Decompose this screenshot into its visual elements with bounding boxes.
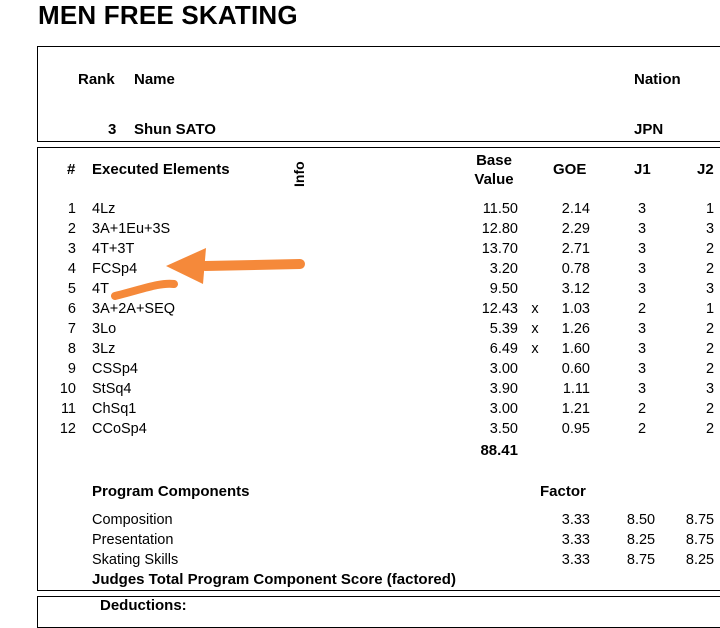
element-j1: 2 [637,401,647,417]
col-num-header: # [67,161,76,178]
col-base-header-line2: Value [474,171,514,188]
element-j2: 2 [705,421,715,437]
element-goe: 0.60 [561,361,590,377]
element-j1: 2 [637,421,647,437]
element-goe: 1.21 [561,401,590,417]
element-j2: 1 [705,201,715,217]
element-j2: 2 [705,321,715,337]
element-name: 3A+2A+SEQ [92,301,176,317]
element-goe: 1.60 [561,341,590,357]
component-j1: 8.25 [626,532,656,548]
element-base-value: 3.00 [489,401,518,417]
element-name: 4Lz [92,201,116,217]
element-j1: 3 [637,281,647,297]
element-j2: 2 [705,401,715,417]
element-base-value: 12.80 [481,221,518,237]
element-goe: 2.71 [561,241,590,257]
page-title: MEN FREE SKATING [38,0,298,30]
element-num: 3 [67,241,76,257]
component-factor: 3.33 [561,532,590,548]
element-j1: 3 [637,221,647,237]
component-name: Composition [92,512,173,528]
element-j2: 2 [705,361,715,377]
element-goe: 0.78 [561,261,590,277]
element-base-value: 9.50 [489,281,518,297]
component-factor: 3.33 [561,552,590,568]
element-num: 12 [59,421,76,437]
base-value-total: 88.41 [480,442,518,459]
element-bonus-mark: x [531,301,539,317]
col-goe-header: GOE [553,161,587,178]
element-num: 8 [67,341,76,357]
element-j1: 3 [637,201,647,217]
element-base-value: 5.39 [489,321,518,337]
element-num: 4 [67,261,76,277]
element-base-value: 12.43 [481,301,518,317]
factor-label: Factor [540,483,586,500]
col-j2-header: J2 [697,161,714,178]
element-name: FCSp4 [92,261,138,277]
element-name: 4T [92,281,109,297]
component-name: Presentation [92,532,174,548]
col-executed-header: Executed Elements [92,161,230,178]
element-goe: 1.26 [561,321,590,337]
component-factor: 3.33 [561,512,590,528]
element-j2: 1 [705,301,715,317]
element-num: 2 [67,221,76,237]
element-name: CSSp4 [92,361,138,377]
component-j1: 8.75 [626,552,656,568]
element-j1: 2 [637,301,647,317]
element-name: ChSq1 [92,401,137,417]
element-name: StSq4 [92,381,132,397]
component-name: Skating Skills [92,552,179,568]
element-j1: 3 [637,321,647,337]
element-goe: 1.11 [562,381,590,397]
element-j1: 3 [637,241,647,257]
element-j2: 3 [705,381,715,397]
element-name: CCoSp4 [92,421,147,437]
skater-name: Shun SATO [134,121,216,138]
underline-scribble-icon [115,284,174,296]
element-j1: 3 [637,261,647,277]
element-base-value: 13.70 [481,241,518,257]
col-info-header: Info [291,161,307,187]
element-name: 3A+1Eu+3S [92,221,171,237]
element-goe: 1.03 [561,301,590,317]
element-num: 9 [67,361,76,377]
element-base-value: 6.49 [489,341,518,357]
element-num: 10 [59,381,76,397]
skater-nation: JPN [634,121,664,138]
element-name: 4T+3T [92,241,135,257]
element-num: 5 [67,281,76,297]
component-j2: 8.75 [685,512,715,528]
element-j2: 2 [705,241,715,257]
element-goe: 2.14 [561,201,590,217]
element-bonus-mark: x [531,321,539,337]
element-goe: 0.95 [561,421,590,437]
element-base-value: 3.20 [489,261,518,277]
name-label: Name [134,71,175,88]
element-j1: 3 [637,341,647,357]
component-j2: 8.75 [685,532,715,548]
element-base-value: 3.90 [489,381,518,397]
element-name: 3Lo [92,321,117,337]
skater-rank: 3 [108,121,117,138]
element-j2: 3 [705,221,715,237]
element-j1: 3 [637,361,647,377]
element-j1: 3 [637,381,647,397]
nation-label: Nation [634,71,681,88]
element-base-value: 11.50 [482,201,518,217]
element-goe: 3.12 [561,281,590,297]
col-j1-header: J1 [634,161,651,178]
rank-label: Rank [78,71,115,88]
arrow-annotation-icon [166,248,300,284]
col-base-header-line1: Base [476,152,512,169]
element-num: 1 [67,201,76,217]
element-base-value: 3.50 [489,421,518,437]
element-name: 3Lz [92,341,116,357]
element-goe: 2.29 [561,221,590,237]
element-j2: 3 [705,281,715,297]
element-num: 6 [67,301,76,317]
element-j2: 2 [705,341,715,357]
judges-total-label: Judges Total Program Component Score (factored) [92,571,456,588]
element-num: 7 [67,321,76,337]
element-base-value: 3.00 [489,361,518,377]
component-j2: 8.25 [685,552,715,568]
deductions-label: Deductions: [100,597,187,614]
element-bonus-mark: x [531,341,539,357]
element-num: 11 [60,401,76,417]
component-j1: 8.50 [626,512,656,528]
element-j2: 2 [705,261,715,277]
components-heading: Program Components [92,483,250,500]
